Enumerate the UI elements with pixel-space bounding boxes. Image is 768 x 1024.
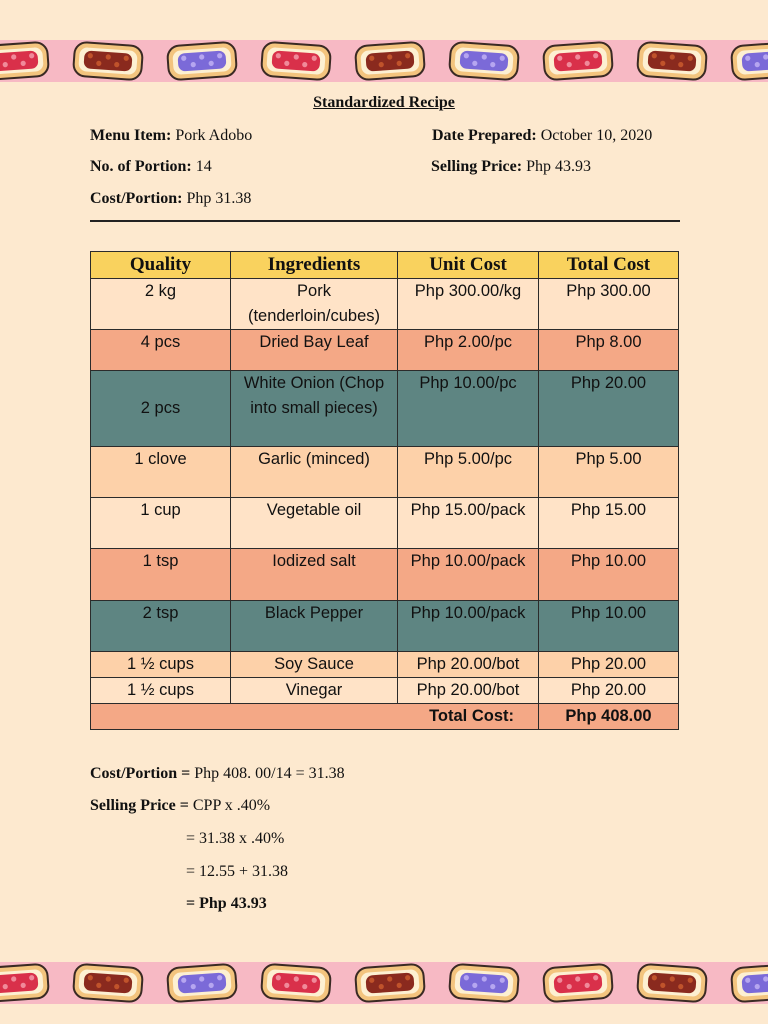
portion-label: No. of Portion: — [90, 158, 192, 175]
cost-portion-line — [90, 190, 251, 208]
toast-icon — [731, 964, 768, 1003]
total-cost-cell: Php 8.00 — [539, 330, 679, 371]
total-cost-cell: Php 15.00 — [539, 498, 679, 549]
toast-border-top — [0, 36, 768, 86]
toast-icon — [261, 42, 331, 81]
ingredient-cell: Vinegar — [231, 678, 398, 704]
unit-cost-cell: Php 20.00/bot — [398, 652, 539, 678]
total-cost-cell: Php 20.00 — [539, 652, 679, 678]
calc-cost-portion-label: Cost/Portion = — [90, 765, 191, 782]
date-line — [432, 127, 652, 145]
ingredient-cell: White Onion (Chop into small pieces) — [231, 371, 398, 447]
portion-value: 14 — [195, 158, 212, 175]
table-row — [91, 447, 679, 498]
total-cost-cell: Php 20.00 — [539, 371, 679, 447]
toast-icon — [355, 964, 425, 1003]
qty-cell: 2 pcs — [91, 371, 231, 447]
total-label: Total Cost: — [91, 704, 539, 730]
unit-cost-cell: Php 10.00/pc — [398, 371, 539, 447]
total-row — [91, 704, 679, 730]
toast-icon — [637, 42, 707, 81]
ingredient-cell: Vegetable oil — [231, 498, 398, 549]
menu-item-label: Menu Item: — [90, 127, 172, 144]
table-header-row — [91, 252, 679, 279]
qty-cell: 1 ½ cups — [91, 652, 231, 678]
divider-rule — [90, 220, 680, 222]
ingredient-cell: Garlic (minced) — [231, 447, 398, 498]
table-row — [91, 549, 679, 601]
ingredient-cell: Pork (tenderloin/cubes) — [231, 279, 398, 330]
ingredient-cell: Iodized salt — [231, 549, 398, 601]
unit-cost-cell: Php 5.00/pc — [398, 447, 539, 498]
calc-selling-label: Selling Price = — [90, 797, 189, 814]
ingredient-cell: Dried Bay Leaf — [231, 330, 398, 371]
table-row — [91, 279, 679, 330]
unit-cost-cell: Php 20.00/bot — [398, 678, 539, 704]
selling-price-label: Selling Price: — [431, 158, 523, 175]
page-title: Standardized Recipe — [313, 94, 455, 111]
ingredient-cell: Soy Sauce — [231, 652, 398, 678]
toast-icon — [543, 42, 613, 81]
ingredient-cell: Black Pepper — [231, 601, 398, 652]
portion-line — [90, 158, 212, 176]
qty-cell: 1 ½ cups — [91, 678, 231, 704]
cost-portion-label: Cost/Portion: — [90, 190, 183, 207]
toast-icon — [543, 964, 613, 1003]
toast-icon — [637, 964, 707, 1003]
total-cost-cell: Php 20.00 — [539, 678, 679, 704]
toast-icon — [0, 42, 49, 81]
selling-price-value: Php 43.93 — [526, 158, 591, 175]
toast-icon — [0, 964, 49, 1003]
date-value: October 10, 2020 — [540, 127, 653, 144]
calc-step-2: = 12.55 + 31.38 — [186, 863, 289, 880]
calc-cost-portion-expr: Php 408. 00/14 = 31.38 — [194, 765, 345, 782]
unit-cost-cell: Php 2.00/pc — [398, 330, 539, 371]
total-cost-cell: Php 10.00 — [539, 601, 679, 652]
recipe-table — [90, 251, 679, 730]
cost-portion-value: Php 31.38 — [186, 190, 252, 207]
unit-cost-cell: Php 15.00/pack — [398, 498, 539, 549]
qty-cell: 2 kg — [91, 279, 231, 330]
header-unit-cost: Unit Cost — [398, 252, 539, 279]
table-row — [91, 330, 679, 371]
header-total-cost: Total Cost — [539, 252, 679, 279]
toast-icon — [261, 964, 331, 1003]
header-ingredients: Ingredients — [231, 252, 398, 279]
menu-item-value: Pork Adobo — [175, 127, 253, 144]
toast-icon — [449, 964, 519, 1003]
toast-icon — [167, 964, 237, 1003]
toast-border-bottom — [0, 958, 768, 1008]
toast-icon — [449, 42, 519, 81]
calc-selling-price — [90, 797, 270, 815]
table-row — [91, 498, 679, 549]
table-row — [91, 652, 679, 678]
selling-price-line — [431, 158, 591, 176]
calc-step-1: = 31.38 x .40% — [186, 830, 285, 847]
qty-cell: 4 pcs — [91, 330, 231, 371]
total-cost-cell: Php 10.00 — [539, 549, 679, 601]
table-row — [91, 371, 679, 447]
total-cost-cell: Php 5.00 — [539, 447, 679, 498]
toast-icon — [73, 964, 143, 1003]
toast-icon — [355, 42, 425, 81]
unit-cost-cell: Php 10.00/pack — [398, 601, 539, 652]
total-value: Php 408.00 — [539, 704, 679, 730]
qty-cell: 1 tsp — [91, 549, 231, 601]
unit-cost-cell: Php 300.00/kg — [398, 279, 539, 330]
toast-icon — [73, 42, 143, 81]
menu-item-line — [90, 127, 252, 145]
total-cost-cell: Php 300.00 — [539, 279, 679, 330]
qty-cell: 1 cup — [91, 498, 231, 549]
qty-cell: 2 tsp — [91, 601, 231, 652]
header-quality: Quality — [91, 252, 231, 279]
table-row — [91, 678, 679, 704]
calc-selling-expr: CPP x .40% — [192, 797, 271, 814]
table-row — [91, 601, 679, 652]
calc-cost-portion — [90, 765, 345, 783]
date-label: Date Prepared: — [432, 127, 537, 144]
unit-cost-cell: Php 10.00/pack — [398, 549, 539, 601]
toast-icon — [167, 42, 237, 81]
qty-cell: 1 clove — [91, 447, 231, 498]
toast-icon — [731, 42, 768, 81]
calc-step-3: = Php 43.93 — [186, 895, 267, 912]
